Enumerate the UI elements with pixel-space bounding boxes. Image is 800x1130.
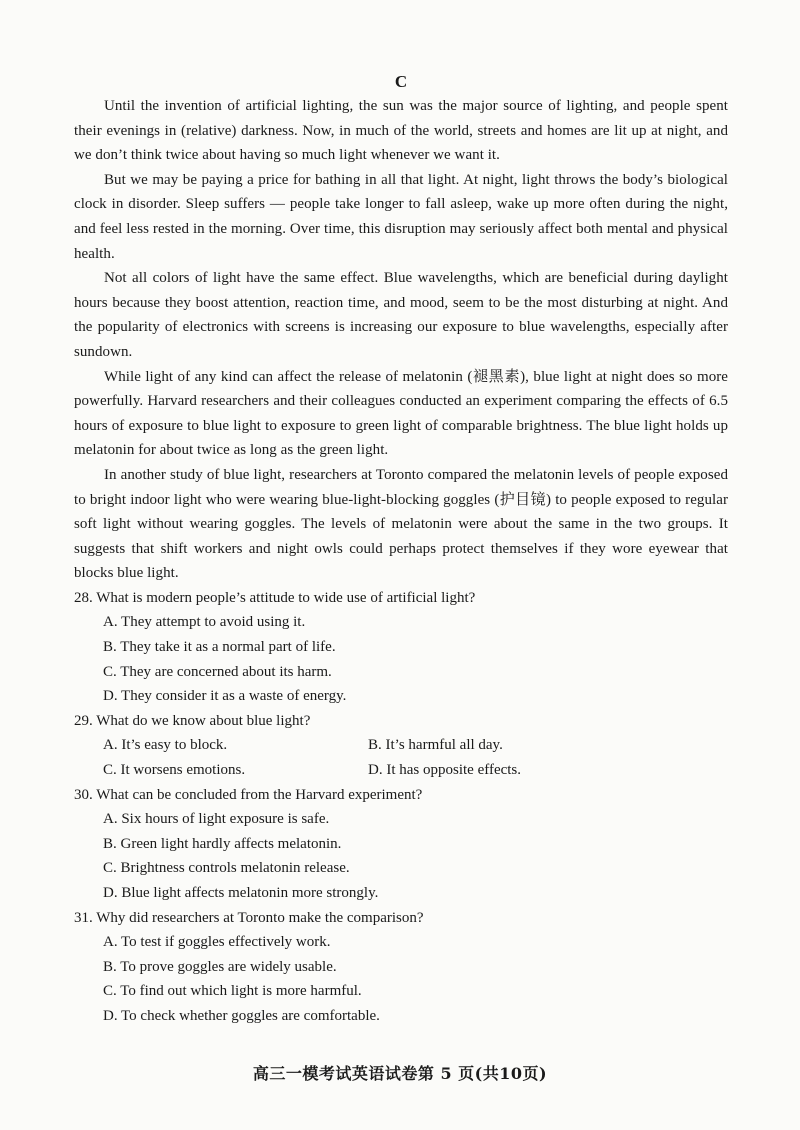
question-29 <box>74 709 728 783</box>
question-30 <box>74 783 728 906</box>
question-28 <box>74 586 728 709</box>
passage-paragraph-3: Not all colors of light have the same effect. Blue wavelengths, which are beneficial during daylight hours because they boost attention, reaction time, and mood, seem to be the most disturbing at night. And the popularity of electronics with screens is increasing our exposure to blue wavelengths, especially after sundown. <box>74 270 728 360</box>
option-c: C. It worsens emotions. <box>103 762 246 779</box>
option-a: A. Six hours of light exposure is safe. <box>103 811 330 828</box>
option-d: D. It has opposite effects. <box>368 762 522 779</box>
passage-paragraph-4: While light of any kind can affect the release of melatonin (褪黑素), blue light at night does so more powerfully. Harvard researchers and their colleagues conducted an experiment comparing the effects of 6.5 hours of exposure to blue light to exposure to green light of comparable brightness. The blue light holds up melatonin for about twice as long as the green light. <box>74 368 728 459</box>
question-stem: 31. Why did researchers at Toronto make the comparison? <box>74 909 424 926</box>
option-c: C. Brightness controls melatonin release. <box>103 860 350 877</box>
exam-page <box>74 70 728 1029</box>
question-stem: 28. What is modern people’s attitude to wide use of artificial light? <box>74 589 476 606</box>
section-heading: C <box>394 72 408 91</box>
option-a: A. To test if goggles effectively work. <box>103 934 331 951</box>
option-b: B. It’s harmful all day. <box>368 737 503 754</box>
option-c: C. To find out which light is more harmful. <box>103 983 362 1000</box>
passage-paragraph-5: In another study of blue light, researchers at Toronto compared the melatonin levels of people exposed to bright indoor light who were wearing blue-light-blocking goggles (护目镜) to people exposed to regular soft light without wearing goggles. The levels of melatonin were about the same in the two groups. It suggests that shift workers and night owls could perhaps protect themselves if they wore eyewear that blocks blue light. <box>74 466 728 582</box>
passage-paragraph-1: Until the invention of artificial lighting, the sun was the major source of lighting, and people spent their evenings in (relative) darkness. Now, in much of the world, streets and homes are lit up at night, and we don’t think twice about having so much light whenever we want it. <box>74 98 728 164</box>
option-d: D. Blue light affects melatonin more strongly. <box>103 885 379 901</box>
question-stem: 30. What can be concluded from the Harvard experiment? <box>74 786 423 803</box>
option-a: A. It’s easy to block. <box>103 737 228 754</box>
option-grid <box>74 733 728 782</box>
page-footer: 高三一模考试英语试卷第 5 页(共10页) <box>252 1064 548 1083</box>
option-d: D. They consider it as a waste of energy. <box>103 688 347 705</box>
option-a: A. They attempt to avoid using it. <box>103 614 306 631</box>
option-b: B. Green light hardly affects melatonin. <box>103 835 342 852</box>
question-31 <box>74 906 728 1029</box>
question-stem: 29. What do we know about blue light? <box>74 712 311 729</box>
option-c: C. They are concerned about its harm. <box>103 663 332 680</box>
option-b: B. They take it as a normal part of life. <box>103 639 336 656</box>
option-d: D. To check whether goggles are comfortable. <box>103 1007 380 1024</box>
option-b: B. To prove goggles are widely usable. <box>103 958 337 975</box>
passage-paragraph-2: But we may be paying a price for bathing in all that light. At night, light throws the body’s biological clock in disorder. Sleep suffers — people take longer to fall asleep, wake up more often during the night, and feel less rested in the morning. Over time, this disruption may seriously affect both mental and physical health. <box>74 171 728 262</box>
